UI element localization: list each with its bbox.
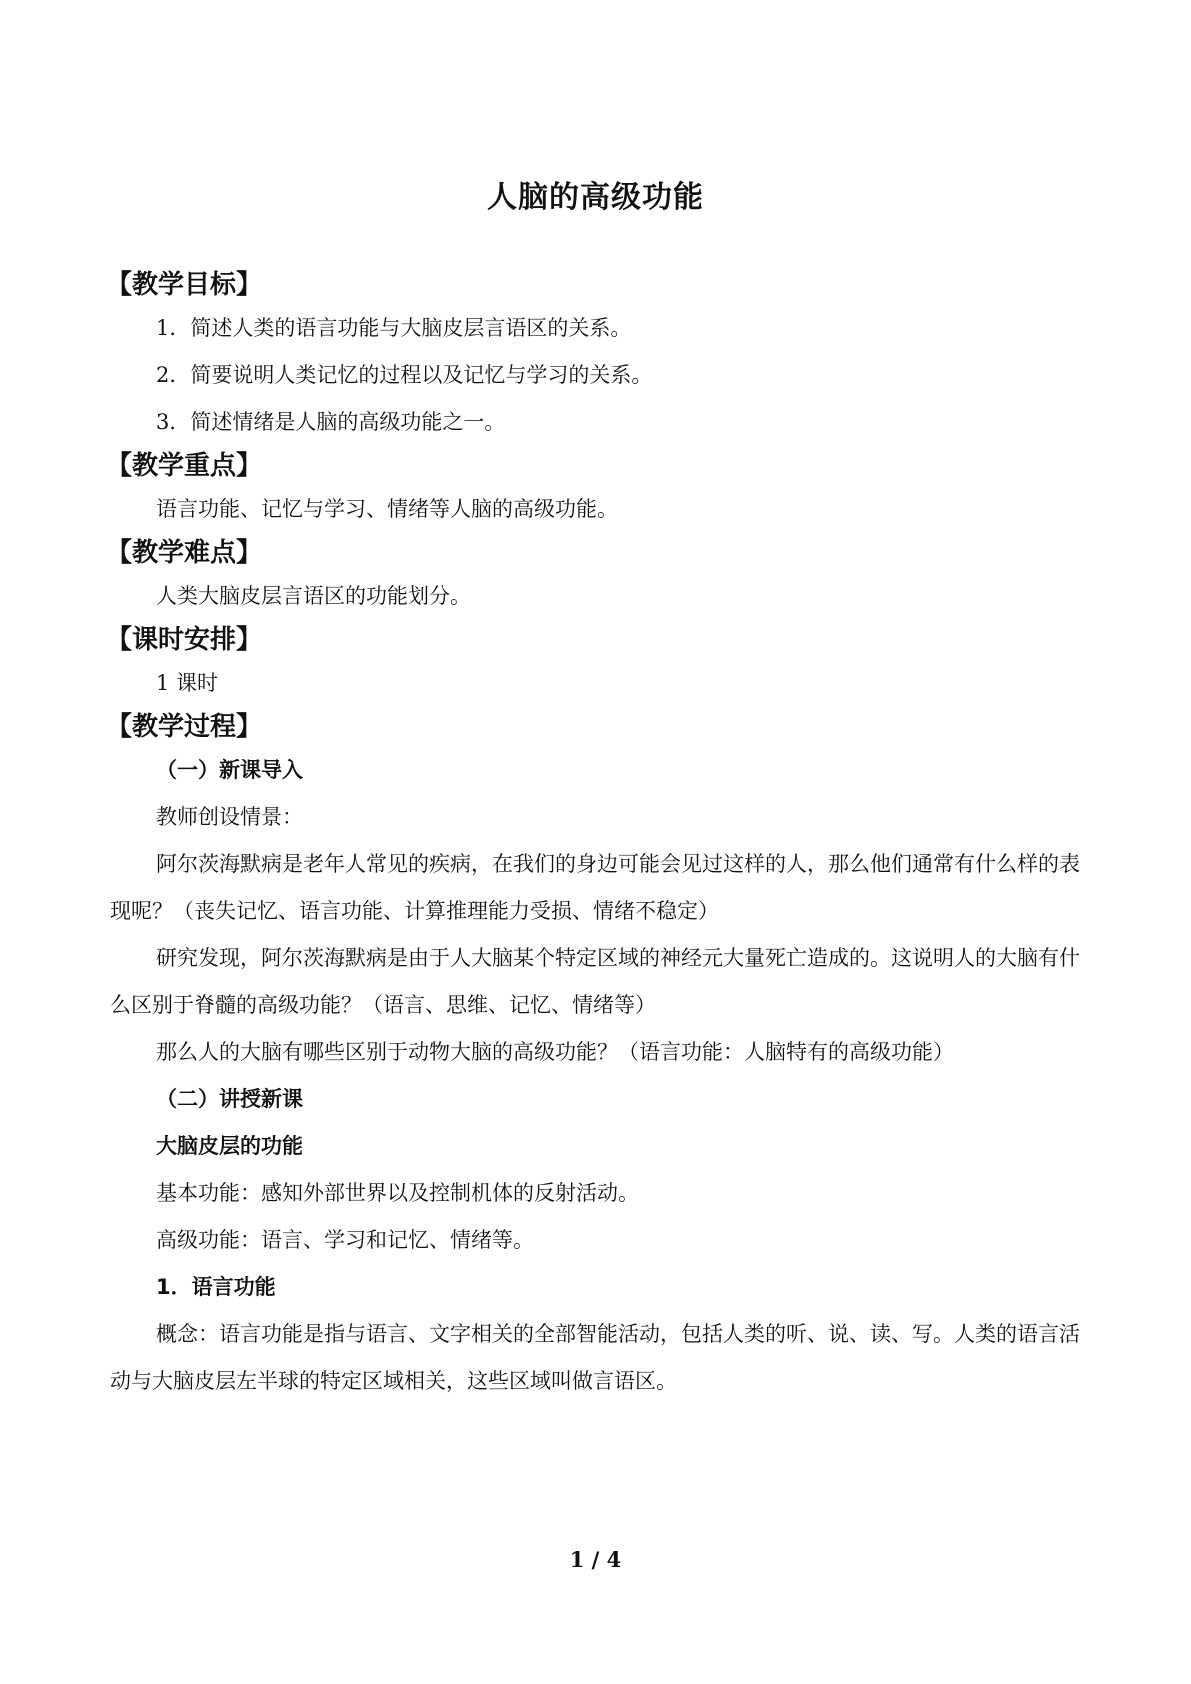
cortex-function-title: 大脑皮层的功能 (156, 1134, 303, 1158)
document-body (106, 265, 1095, 1405)
subsection-title-lecture: （二）讲授新课 (156, 1087, 303, 1111)
intro-line-4: 那么人的大脑有哪些区别于动物大脑的高级功能？（语言功能：人脑特有的高级功能） (156, 1040, 954, 1064)
intro-line-3: 研究发现，阿尔茨海默病是由于人大脑某个特定区域的神经元大量死亡造成的。这说明人的大脑有什么区别于脊髓的高级功能？（语言、思维、记忆、情绪等） (110, 946, 1080, 1017)
subsection-title-intro: （一）新课导入 (156, 758, 303, 782)
difficulties-text: 人类大脑皮层言语区的功能划分。 (156, 584, 471, 608)
section-heading-difficulties: 【教学难点】 (106, 538, 263, 568)
section-heading-goals: 【教学目标】 (106, 270, 263, 300)
key-points-text: 语言功能、记忆与学习、情绪等人脑的高级功能。 (156, 497, 618, 521)
page-title: 人脑的高级功能 (487, 180, 704, 215)
goal-item-1: 1．简述人类的语言功能与大脑皮层言语区的关系。 (156, 316, 632, 340)
section-heading-key-points: 【教学重点】 (106, 451, 263, 481)
cortex-advanced-function: 高级功能：语言、学习和记忆、情绪等。 (156, 1228, 534, 1252)
intro-line-1: 教师创设情景： (156, 805, 303, 829)
language-function-title: 1．语言功能 (156, 1275, 276, 1299)
section-heading-schedule: 【课时安排】 (106, 625, 263, 655)
goal-item-3: 3．简述情绪是人脑的高级功能之一。 (156, 410, 506, 434)
section-heading-process: 【教学过程】 (106, 712, 263, 742)
intro-line-2: 阿尔茨海默病是老年人常见的疾病，在我们的身边可能会见过这样的人，那么他们通常有什么样的表现呢？（丧失记忆、语言功能、计算推理能力受损、情绪不稳定） (110, 852, 1080, 923)
language-function-text: 概念：语言功能是指与语言、文字相关的全部智能活动，包括人类的听、说、读、写。人类的语言活动与大脑皮层左半球的特定区域相关，这些区域叫做言语区。 (110, 1322, 1080, 1393)
page-indicator: 1 / 4 (569, 1547, 622, 1572)
goal-item-2: 2．简要说明人类记忆的过程以及记忆与学习的关系。 (156, 363, 653, 387)
schedule-text: 1 课时 (156, 671, 219, 695)
cortex-basic-function: 基本功能：感知外部世界以及控制机体的反射活动。 (156, 1181, 639, 1205)
